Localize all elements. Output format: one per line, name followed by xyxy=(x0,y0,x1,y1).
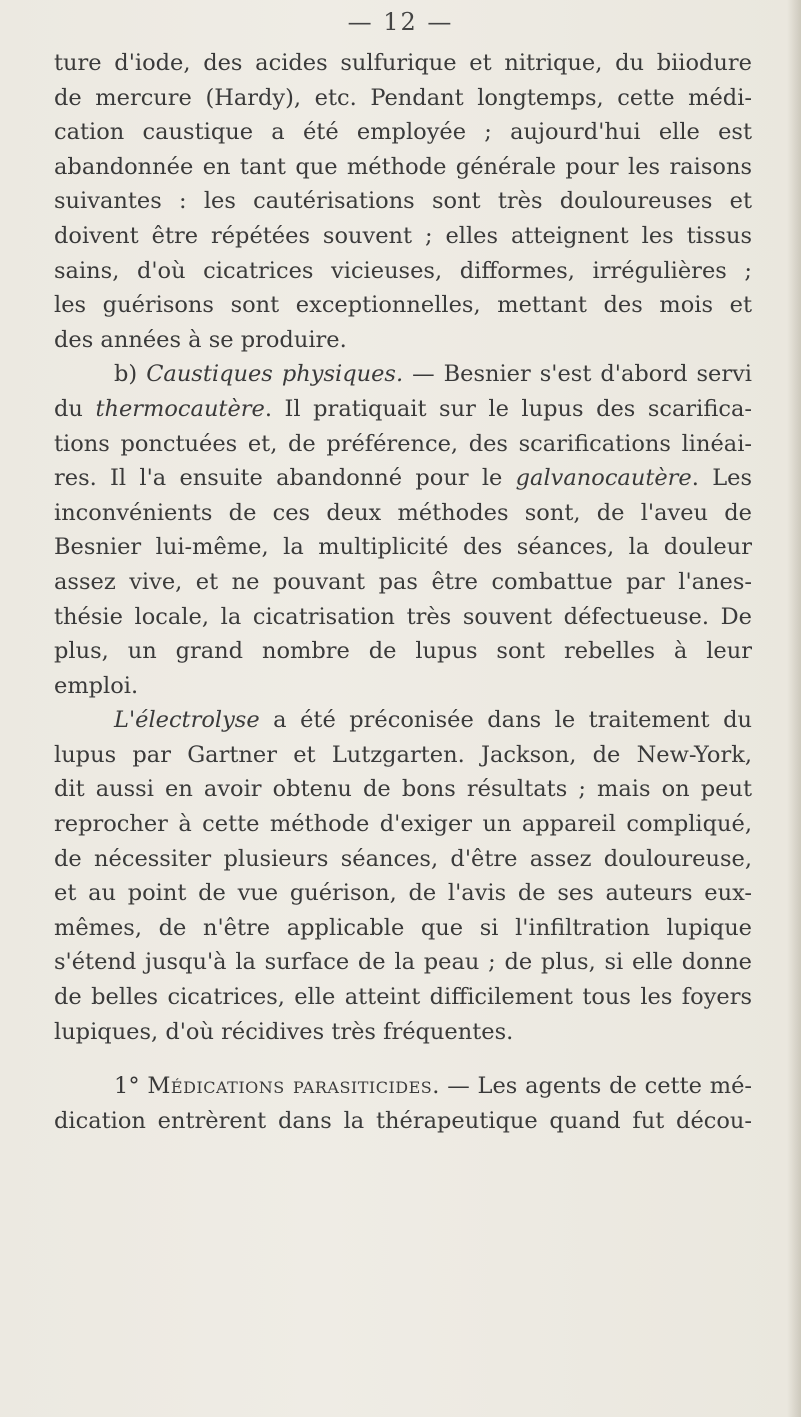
emphasis-text: L'électrolyse xyxy=(114,707,260,734)
text-segment: de mercure (Hardy), etc. Pendant longtemps, cette médi- xyxy=(54,84,752,111)
text-segment: les guérisons sont exceptionnelles, mettant des mois et xyxy=(54,292,752,319)
text-segment: des années à se produire. xyxy=(54,326,347,353)
text-line xyxy=(54,1015,752,1050)
text-line xyxy=(54,427,752,462)
text-segment: de nécessiter plusieurs séances, d'être assez douloureuse, xyxy=(54,845,752,872)
text-line xyxy=(54,807,752,842)
emphasis-text: galvanocautère xyxy=(515,465,692,492)
page-edge xyxy=(787,0,801,1417)
text-segment: assez vive, et ne pouvant pas être combattue par l'anes- xyxy=(54,568,752,595)
text-segment: sains, d'où cicatrices vicieuses, difformes, irrégulières ; xyxy=(54,257,752,284)
text-segment: emploi. xyxy=(54,672,139,699)
text-segment: dit aussi en avoir obtenu de bons résultats ; mais on peut xyxy=(54,776,752,803)
text-line xyxy=(54,600,752,635)
text-segment: . Les xyxy=(691,465,752,492)
text-line xyxy=(54,772,752,807)
text-line xyxy=(54,945,752,980)
text-segment: Besnier lui-même, la multiplicité des séances, la douleur xyxy=(54,534,752,561)
emphasis-text: thermocautère xyxy=(95,395,265,422)
text-segment: du xyxy=(54,395,96,422)
emphasis-text: Caustiques physiques. xyxy=(146,361,404,388)
text-line xyxy=(54,911,752,946)
text-line xyxy=(54,842,752,877)
text-line xyxy=(54,1104,752,1139)
text-line xyxy=(54,565,752,600)
text-segment: a été préconisée dans le traitement du xyxy=(259,707,752,734)
text-segment: b) xyxy=(114,361,147,388)
text-line xyxy=(54,219,752,254)
text-line xyxy=(54,392,752,427)
text-segment: inconvénients de ces deux méthodes sont, de l'aveu de xyxy=(54,499,752,526)
text-segment: . — Les agents de cette mé- xyxy=(432,1073,752,1100)
text-segment: thésie locale, la cicatrisation très souvent défectueuse. De xyxy=(54,603,752,630)
text-line xyxy=(54,184,752,219)
text-segment: — Besnier s'est d'abord servi xyxy=(403,361,752,388)
text-segment: lupiques, d'où récidives très fréquentes. xyxy=(54,1018,514,1045)
text-line xyxy=(54,876,752,911)
text-segment: cation caustique a été employée ; aujourd'hui elle est xyxy=(54,119,752,146)
text-line xyxy=(54,634,752,669)
text-segment: et au point de vue guérison, de l'avis de ses auteurs eux- xyxy=(54,880,752,907)
text-segment: reprocher à cette méthode d'exiger un appareil compliqué, xyxy=(54,811,752,838)
text-segment: mêmes, de n'être applicable que si l'infiltration lupique xyxy=(54,914,752,941)
text-line xyxy=(54,288,752,323)
text-line xyxy=(54,703,752,738)
body-text xyxy=(54,46,752,1138)
text-line xyxy=(54,738,752,773)
text-segment: suivantes : les cautérisations sont très douloureuses et xyxy=(54,188,752,215)
text-line xyxy=(54,1069,752,1104)
text-line xyxy=(54,323,752,358)
text-segment: ture d'iode, des acides sulfurique et nitrique, du biiodure xyxy=(54,50,752,76)
emphasis-text: Médications parasiticides xyxy=(147,1073,433,1100)
text-line xyxy=(54,461,752,496)
text-segment: tions ponctuées et, de préférence, des scarifications linéai- xyxy=(54,430,752,457)
page-number: — 12 — xyxy=(347,8,454,36)
text-line xyxy=(54,496,752,531)
text-line xyxy=(54,150,752,185)
text-segment: dication entrèrent dans la thérapeutique quand fut décou- xyxy=(54,1107,752,1134)
text-segment: s'étend jusqu'à la surface de la peau ; de plus, si elle donne xyxy=(54,949,752,976)
text-segment: res. Il l'a ensuite abandonné pour le xyxy=(54,465,516,492)
text-line xyxy=(54,254,752,289)
text-line xyxy=(54,46,752,81)
text-segment: doivent être répétées souvent ; elles atteignent les tissus xyxy=(54,222,752,249)
text-line xyxy=(54,81,752,116)
text-line xyxy=(54,669,752,704)
text-line xyxy=(54,357,752,392)
text-segment: lupus par Gartner et Lutzgarten. Jackson, de New-York, xyxy=(54,741,752,768)
text-line xyxy=(54,980,752,1015)
text-line xyxy=(54,115,752,150)
text-line xyxy=(54,530,752,565)
text-segment: 1° xyxy=(114,1073,148,1100)
text-segment: de belles cicatrices, elle atteint difficilement tous les foyers xyxy=(54,984,752,1011)
text-segment: abandonnée en tant que méthode générale pour les raisons xyxy=(54,153,752,180)
text-segment: . Il pratiquait sur le lupus des scarifica- xyxy=(264,395,752,422)
text-segment: plus, un grand nombre de lupus sont rebelles à leur xyxy=(54,638,752,665)
